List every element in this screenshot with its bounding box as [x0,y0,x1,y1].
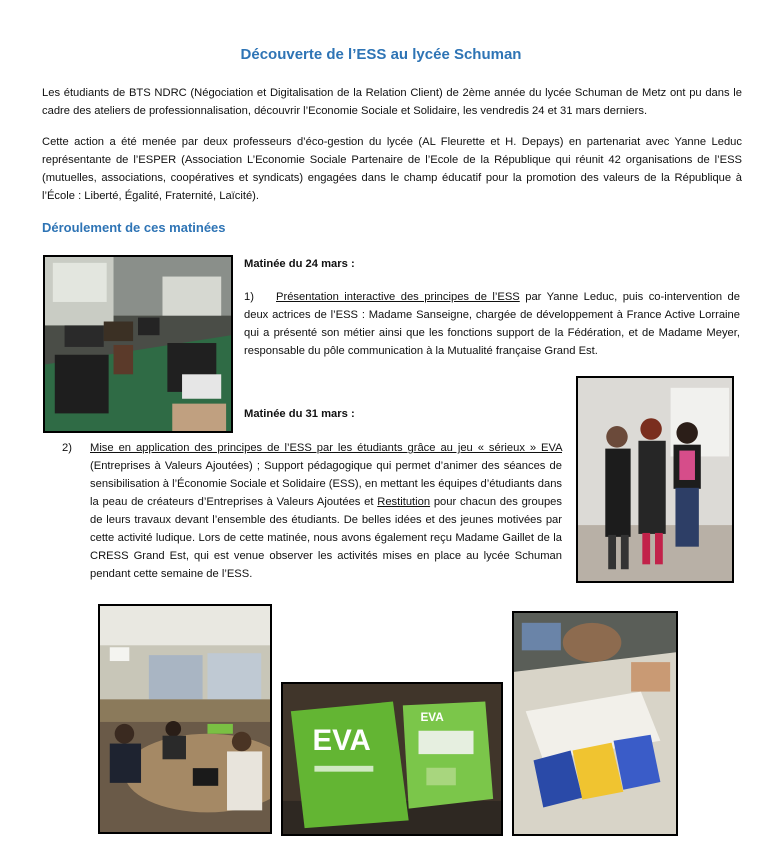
classroom-photo [43,255,233,433]
section-heading: Déroulement de ces matinées [42,220,226,235]
morning-1-item [244,288,740,360]
morning-2-heading: Matinée du 31 mars : [244,408,355,420]
intro-paragraph-2: Cette action a été menée par deux professeurs d’éco-gestion du lycée (AL Fleurette et H. Depays) en partenariat avec Yanne Leduc représentante de l’ESPER (Association L’Economie Sociale Partenaire de l’Ecole de la République qui réunit 42 organisations de l’ESS (mutuelles, associations, coopératives et syndicats) engagées dans le champ éducatif pour la promotion des valeurs de la République à l’École : Liberté, Égalité, Fraternité, Laïcité). [42,136,742,202]
intro-paragraph-1: Les étudiants de BTS NDRC (Négociation et Digitalisation de la Relation Client) de 2ème année du lycée Schuman de Metz ont pu dans le cadre des ateliers de professionnalisation, découvrir l’Economie Sociale et Solidaire, les vendredis 24 et 31 mars derniers. [42,87,742,117]
morning-1-heading: Matinée du 24 mars : [244,258,355,270]
item-number: 1) [244,291,254,303]
item-text-2: pour chacun des groupes de leurs travaux devant l’ensemble des étudiants. De belles idées et des jeunes motivées par cette activité ludique. Lors de cette matinée, nous avons également reçu Madame Gaillet de la CRESS Grand Est, qui est venue observer les activités mises en place au lycée Schuman pendant cette semaine de l’ESS. [90,496,562,580]
item-body [90,439,562,583]
item-underlined-text-2: Restitution [377,496,431,508]
eva-game-photo [281,682,503,836]
speakers-photo [576,376,734,583]
item-number: 2) [62,442,72,454]
game-cards-photo [512,611,678,836]
item-underlined-text: Mise en application des principes de l’ESS par les étudiants grâce au jeu « sérieux » EVA [90,442,562,454]
eva-logo-small: EVA [420,711,444,725]
eva-logo: EVA [312,724,371,758]
item-text: (Entreprises à Valeurs Ajoutées) ; Support pédagogique qui permet d’animer des séances de sensibilisation à l’Économie Sociale et Solidaire (ESS), en mettant les équipes d’étudiants dans la peau de créateurs d’Entreprises à Valeurs Ajoutées et [90,460,563,508]
item-underlined-text: Présentation interactive des principes de l’ESS [276,291,520,303]
item-text: par Yanne Leduc, puis co-intervention de deux actrices de l’ESS : Madame Sanseigne, chargée de développement à France Active Lorraine qui a présenté son métier ainsi que les fonctions support de la Fédération, et de Madame Meyer, responsable du pôle communication à la Mutualité française Grand Est. [244,291,740,357]
students-table-photo [98,604,272,834]
page-title: Découverte de l’ESS au lycée Schuman [240,46,522,63]
